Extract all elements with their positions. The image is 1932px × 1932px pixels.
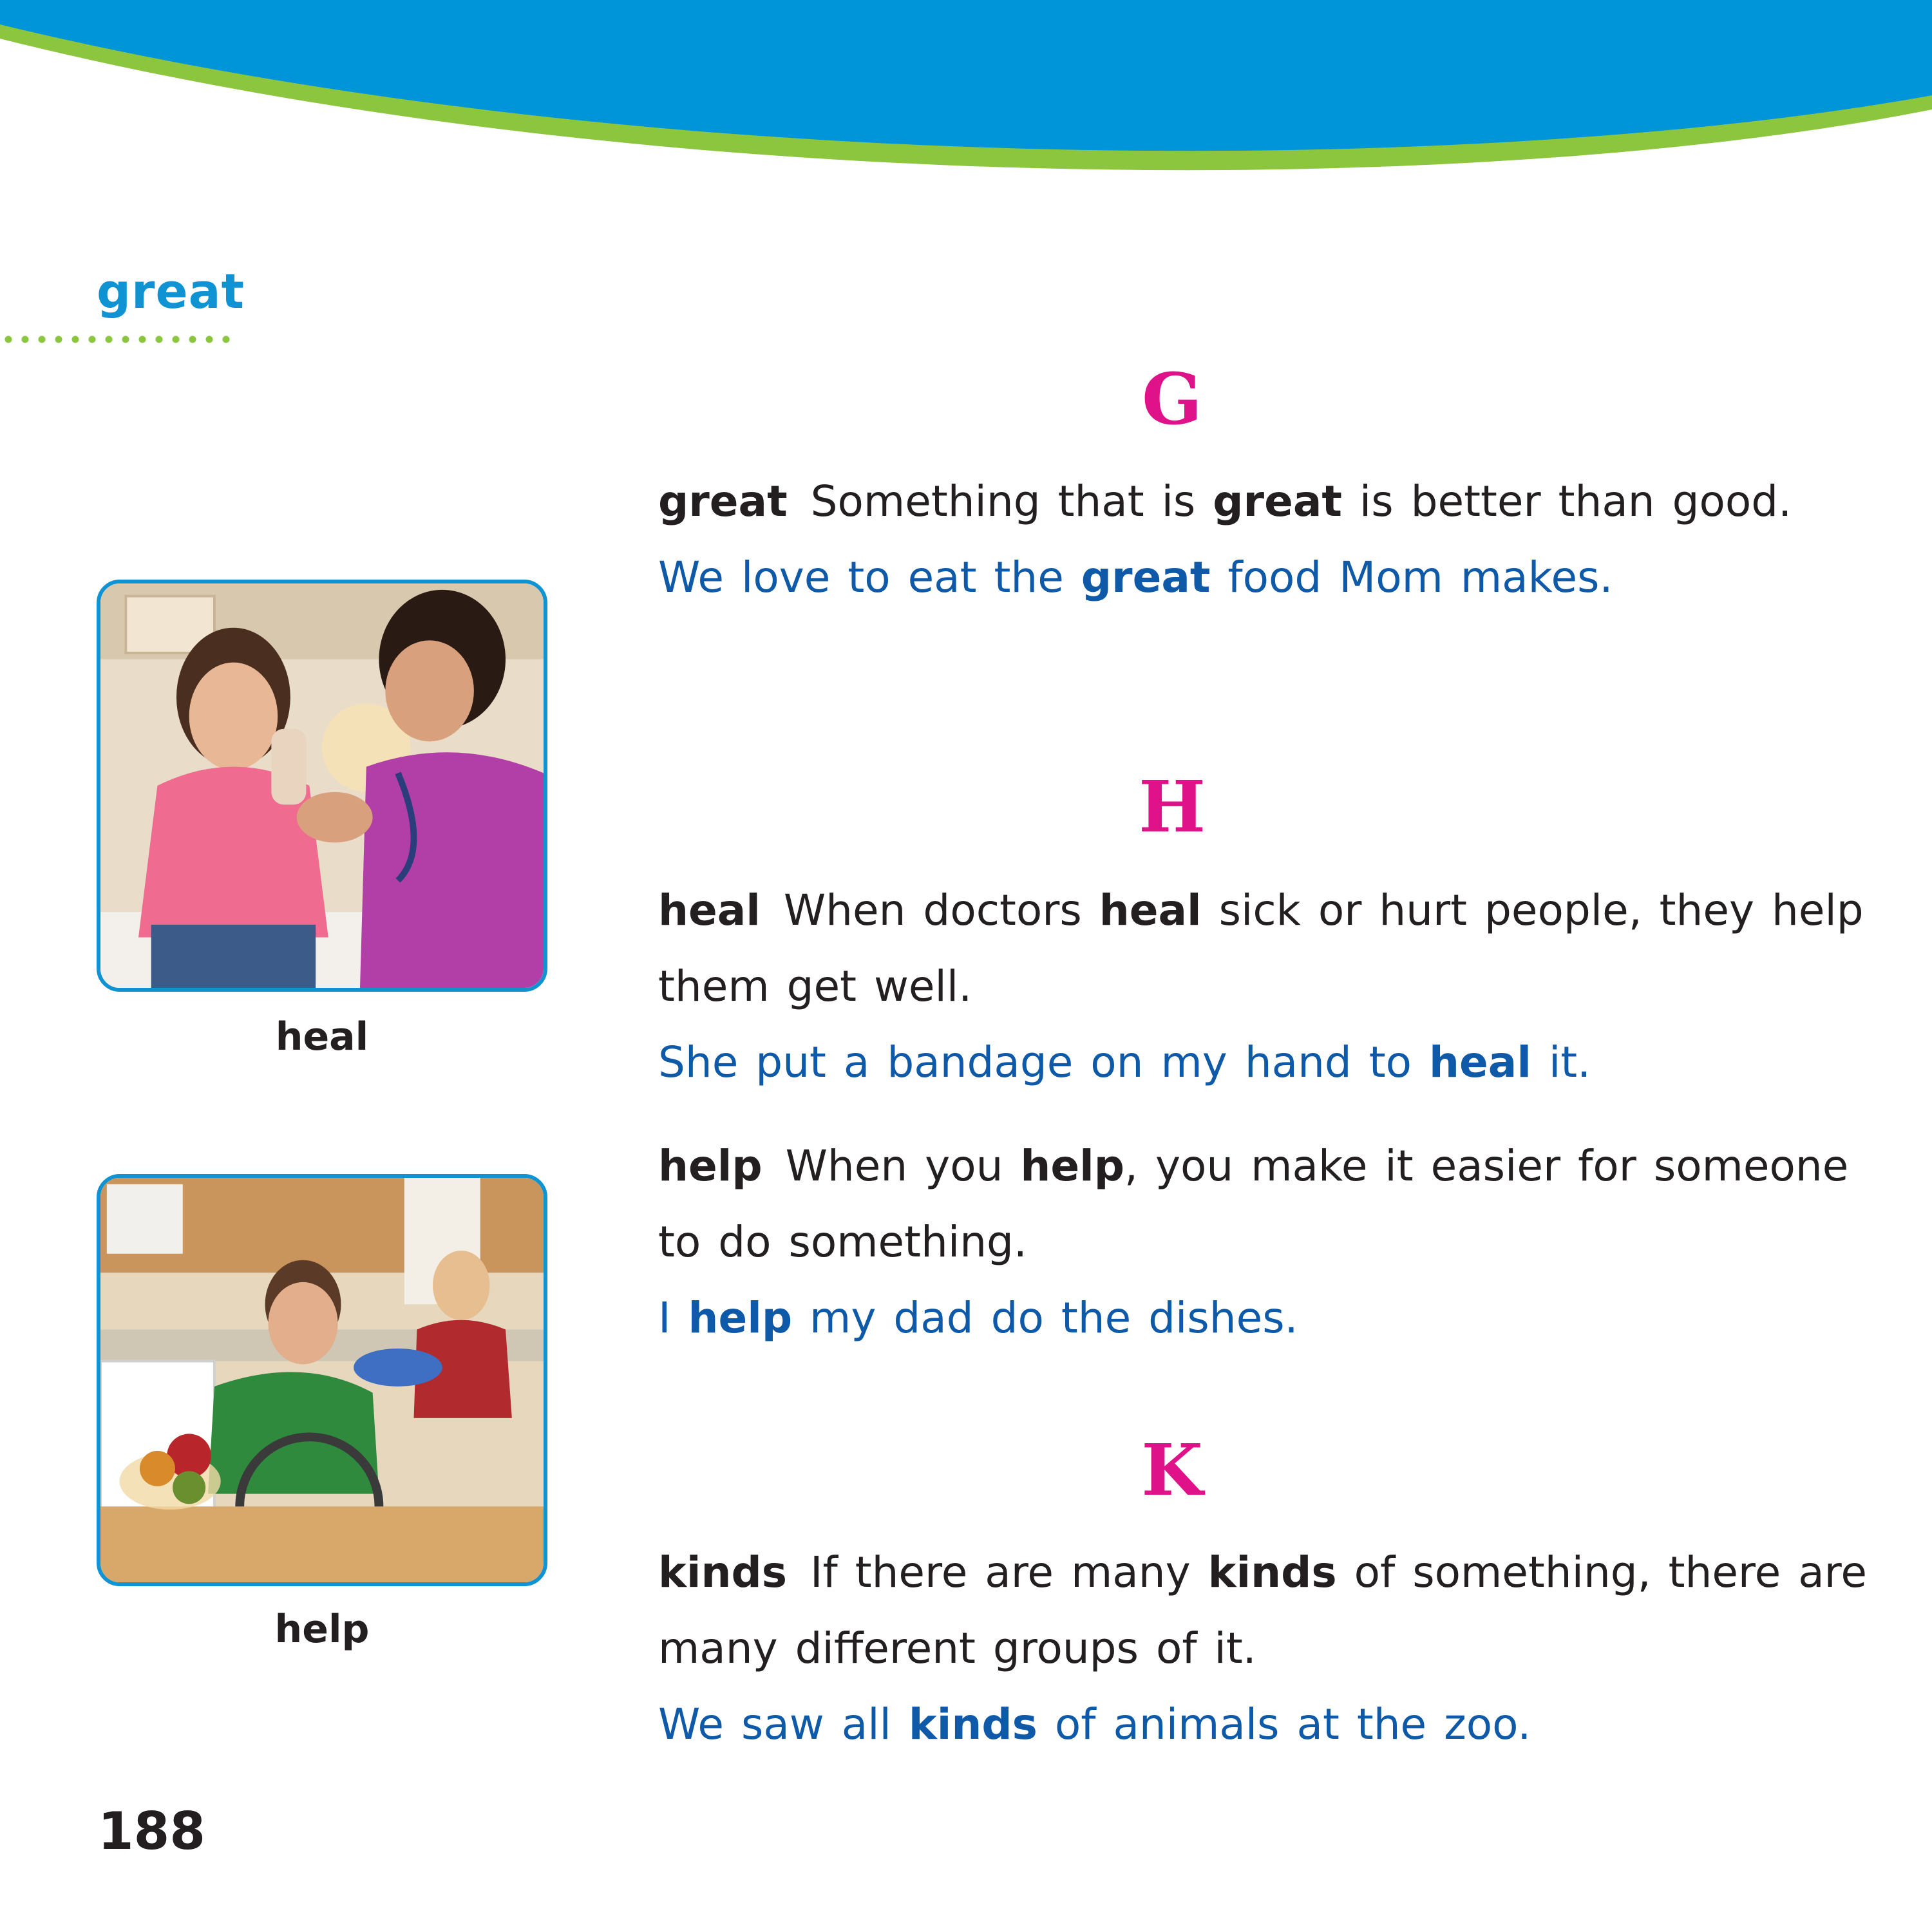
example-keyword: help <box>688 1293 793 1343</box>
definition-text: , you make it easier for someone to do something. <box>658 1141 1849 1267</box>
entry-heal <box>658 873 1882 1101</box>
section-letter-h: H <box>1139 765 1206 848</box>
example-text: We saw all <box>658 1700 909 1749</box>
entry-word: great <box>658 477 788 526</box>
guide-word: great <box>97 264 245 319</box>
definition <box>658 1128 1882 1280</box>
heal-photo-caption: heal <box>275 1014 369 1059</box>
example-text: it. <box>1531 1037 1591 1087</box>
entry-help <box>658 1128 1882 1356</box>
definition-text: is better than good. <box>1341 477 1792 526</box>
help-photo-caption: help <box>274 1607 370 1652</box>
header-wave-banner <box>0 0 1932 193</box>
entry-kinds <box>658 1535 1882 1763</box>
example-sentence <box>658 1280 1882 1356</box>
help-photo <box>97 1174 547 1586</box>
guide-word-dotted-rule <box>0 335 235 344</box>
example-sentence <box>658 540 1882 616</box>
entry-great <box>658 464 1882 616</box>
section-letter-k: K <box>1141 1428 1203 1511</box>
example-text: We love to eat the <box>658 553 1081 602</box>
entry-word: kinds <box>658 1548 788 1597</box>
help-illustration <box>100 1178 544 1582</box>
definition <box>658 873 1882 1025</box>
definition-keyword: help <box>1020 1141 1125 1191</box>
section-letter-g: G <box>1142 357 1202 440</box>
example-keyword: great <box>1081 553 1211 602</box>
definition <box>658 1535 1882 1687</box>
entry-word: heal <box>658 886 761 935</box>
example-keyword: heal <box>1429 1037 1531 1087</box>
definition-text: When you <box>785 1141 1021 1191</box>
heal-photo <box>97 580 547 992</box>
definition-keyword: great <box>1213 477 1342 526</box>
example-text: I <box>658 1293 688 1343</box>
heal-illustration <box>100 583 544 988</box>
page-number: 188 <box>98 1801 205 1861</box>
definition-text: If there are many <box>810 1548 1208 1597</box>
definition-text: sick or hurt people, they help them get well. <box>658 886 1864 1011</box>
definition-text: of something, there are many different groups of it. <box>658 1548 1867 1673</box>
definition-text: When doctors <box>783 886 1099 935</box>
definition-keyword: kinds <box>1208 1548 1337 1597</box>
definition-keyword: heal <box>1099 886 1202 935</box>
example-sentence <box>658 1025 1882 1101</box>
definition <box>658 464 1882 540</box>
example-sentence <box>658 1687 1882 1763</box>
example-keyword: kinds <box>908 1700 1037 1749</box>
example-text: my dad do the dishes. <box>792 1293 1298 1343</box>
example-text: food Mom makes. <box>1210 553 1613 602</box>
definition-text: Something that is <box>810 477 1213 526</box>
entry-word: help <box>658 1141 762 1191</box>
example-text: of animals at the zoo. <box>1037 1700 1531 1749</box>
example-text: She put a bandage on my hand to <box>658 1037 1430 1087</box>
